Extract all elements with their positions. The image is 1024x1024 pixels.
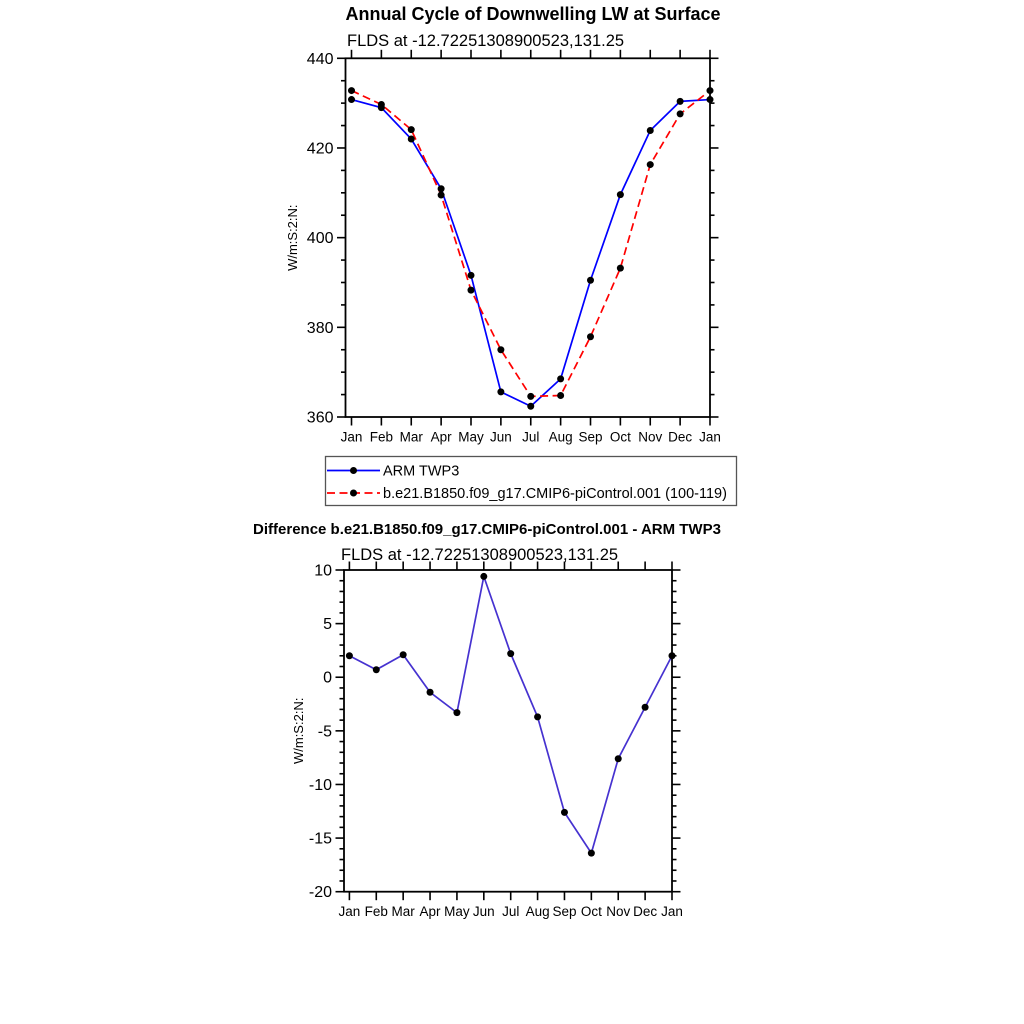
axes bbox=[337, 50, 719, 426]
x-tick-label: Jan bbox=[699, 429, 721, 445]
top-chart-title: Annual Cycle of Downwelling LW at Surface bbox=[345, 4, 721, 24]
series-1-markers bbox=[348, 87, 714, 400]
top-chart-y-axis-title: W/m:S:2:N: bbox=[285, 204, 300, 271]
x-tick-label: Mar bbox=[391, 904, 415, 920]
x-tick-label: Jun bbox=[489, 429, 512, 445]
series-0-line bbox=[349, 576, 672, 853]
y-tick-label: 0 bbox=[323, 669, 332, 687]
x-tick-label: May bbox=[444, 904, 470, 920]
series-1-line bbox=[352, 91, 711, 397]
x-tick-label: Sep bbox=[552, 904, 577, 920]
y-tick-label: 420 bbox=[306, 140, 334, 158]
x-tick-label: Dec bbox=[633, 904, 658, 920]
y-tick-label: -20 bbox=[308, 884, 332, 902]
x-tick-label: Nov bbox=[606, 904, 631, 920]
y-tick-label: 10 bbox=[314, 562, 332, 580]
series-0-line bbox=[352, 100, 711, 407]
x-tick-label: Nov bbox=[638, 429, 663, 445]
x-tick-label: Sep bbox=[578, 429, 603, 445]
top-chart-subtitle: FLDS at -12.72251308900523,131.25 bbox=[347, 32, 625, 50]
x-tick-label: Aug bbox=[548, 429, 573, 445]
y-tick-label: 400 bbox=[306, 230, 334, 248]
x-tick-label: Oct bbox=[609, 429, 631, 445]
x-tick-label: Jun bbox=[472, 904, 495, 920]
x-tick-label: Apr bbox=[419, 904, 441, 920]
y-tick-label: 380 bbox=[306, 319, 334, 337]
y-tick-label: 5 bbox=[323, 616, 332, 634]
bottom-chart-title: Difference b.e21.B1850.f09_g17.CMIP6-piControl.001 - ARM TWP3 bbox=[253, 521, 721, 538]
top-chart-plot bbox=[307, 50, 721, 445]
x-tick-label: Jan bbox=[338, 904, 361, 920]
x-tick-label: Jan bbox=[340, 429, 363, 445]
bottom-chart-y-axis-title: W/m:S:2:N: bbox=[291, 697, 306, 765]
x-tick-label: Dec bbox=[668, 429, 693, 445]
x-tick-label: Jul bbox=[502, 904, 520, 920]
x-tick-label: Aug bbox=[525, 904, 550, 920]
legend-marker-dot-2 bbox=[350, 490, 357, 497]
legend-entry-model: b.e21.B1850.f09_g17.CMIP6-piControl.001 (100-119) bbox=[383, 486, 727, 502]
axis-tick-labels bbox=[307, 51, 721, 445]
series-0-markers bbox=[346, 573, 676, 857]
y-tick-label: 440 bbox=[306, 50, 334, 68]
legend-marker-dot-1 bbox=[350, 467, 357, 474]
x-tick-label: Feb bbox=[369, 429, 394, 445]
bottom-chart-plot bbox=[309, 562, 683, 920]
y-tick-label: 360 bbox=[306, 409, 334, 427]
legend bbox=[326, 457, 737, 506]
y-tick-label: -10 bbox=[308, 776, 332, 794]
y-tick-label: -5 bbox=[317, 723, 332, 741]
x-tick-label: Jul bbox=[522, 429, 540, 445]
x-tick-label: May bbox=[458, 429, 484, 445]
x-tick-label: Mar bbox=[399, 429, 423, 445]
legend-entry-arm-twp3: ARM TWP3 bbox=[383, 463, 460, 480]
axes bbox=[336, 562, 681, 901]
series-0-markers bbox=[348, 96, 714, 410]
x-tick-label: Oct bbox=[580, 904, 602, 920]
x-tick-label: Feb bbox=[364, 904, 388, 920]
y-tick-label: -15 bbox=[308, 830, 332, 848]
x-tick-label: Jan bbox=[661, 904, 683, 920]
bottom-chart-subtitle: FLDS at -12.72251308900523,131.25 bbox=[341, 546, 619, 564]
x-tick-label: Apr bbox=[430, 429, 452, 445]
